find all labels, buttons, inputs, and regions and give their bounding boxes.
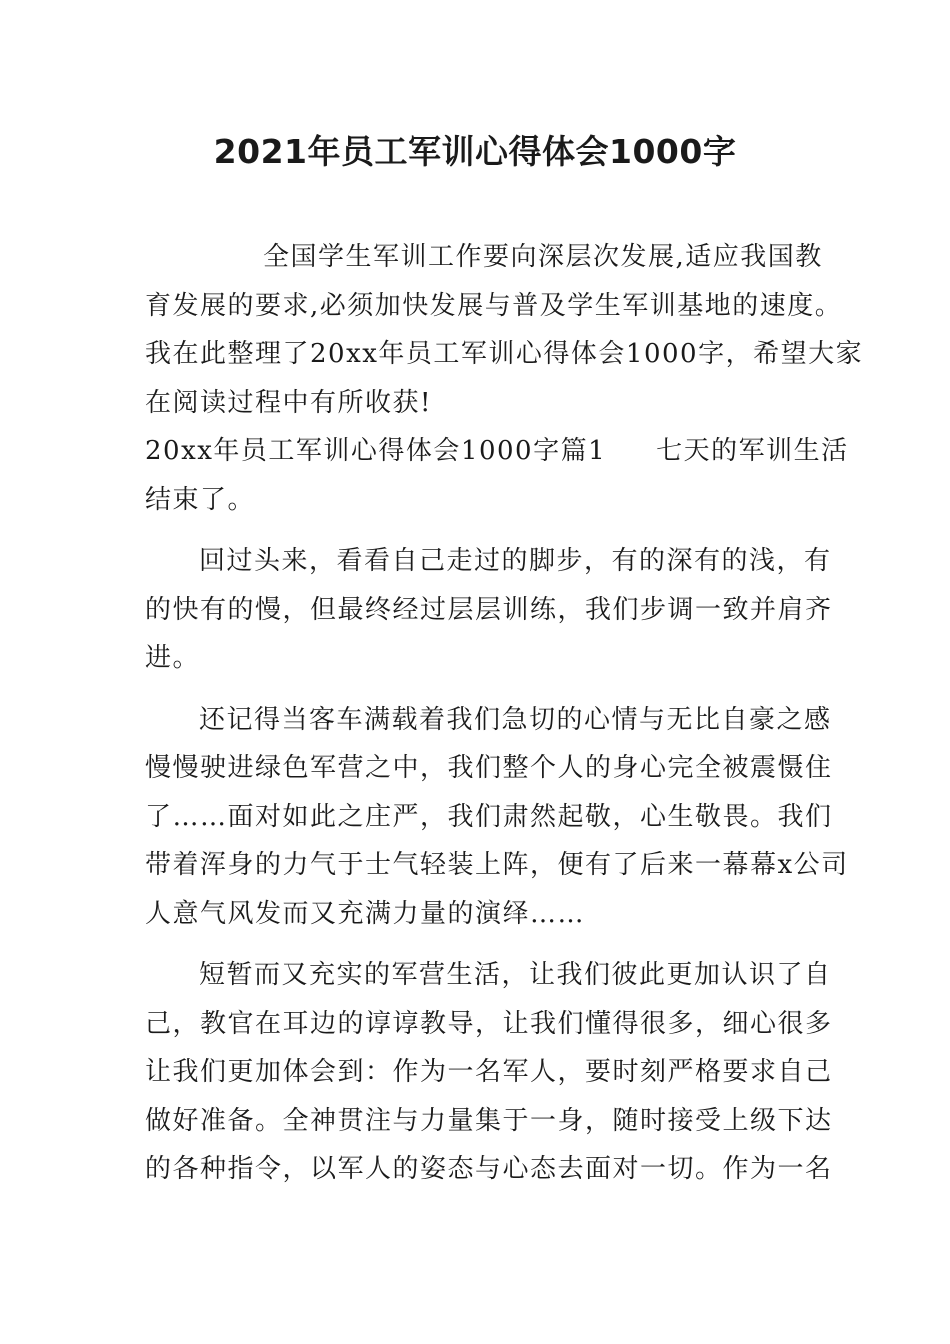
intro-line-2: 育发展的要求,必须加快发展与普及学生军训基地的速度。	[145, 290, 843, 321]
intro-line-3: 我在此整理了20xx年员工军训心得体会1000字，希望大家	[145, 339, 864, 369]
document-body	[145, 233, 864, 1194]
paragraph-1-line-3: 进。	[145, 643, 201, 673]
intro-line-4: 在阅读过程中有所收获!	[145, 387, 432, 418]
document-title: 2021年员工军训心得体会1000字	[213, 132, 737, 171]
section-heading-tail: 七天的军训生活	[656, 436, 849, 466]
paragraph-1-line-2: 的快有的慢，但最终经过层层训练，我们步调一致并肩齐	[145, 594, 833, 625]
paragraph-2-line-4: 带着浑身的力气于士气轻装上阵，便有了后来一幕幕x公司	[145, 850, 849, 880]
paragraph-2-line-1: 还记得当客车满载着我们急切的心情与无比自豪之感	[199, 704, 832, 735]
paragraph-3-line-5: 的各种指令，以军人的姿态与心态去面对一切。作为一名	[145, 1154, 833, 1184]
paragraph-3-line-1: 短暂而又充实的军营生活，让我们彼此更加认识了自	[199, 960, 832, 990]
paragraph-2-line-3: 了……面对如此之庄严，我们肃然起敬，心生敬畏。我们	[145, 801, 833, 832]
paragraph-2-line-5: 人意气风发而又充满力量的演绎……	[145, 898, 586, 929]
intro-line-1: 全国学生军训工作要向深层次发展,适应我国教	[263, 242, 823, 272]
paragraph-3-line-3: 让我们更加体会到：作为一名军人，要时刻严格要求自己	[145, 1057, 833, 1087]
section-heading-line	[145, 427, 849, 476]
paragraph-1-line-1: 回过头来，看看自己走过的脚步，有的深有的浅，有	[199, 546, 832, 576]
section-heading: 20xx年员工军训心得体会1000字篇1	[145, 436, 607, 466]
section-heading-cont: 结束了。	[145, 484, 256, 515]
paragraph-3-line-4: 做好准备。全神贯注与力量集于一身，随时接受上级下达	[145, 1105, 833, 1136]
paragraph-3-line-2: 己，教官在耳边的谆谆教导，让我们懂得很多，细心很多	[145, 1008, 833, 1039]
paragraph-2-line-2: 慢慢驶进绿色军营之中，我们整个人的身心完全被震慑住	[145, 753, 833, 783]
